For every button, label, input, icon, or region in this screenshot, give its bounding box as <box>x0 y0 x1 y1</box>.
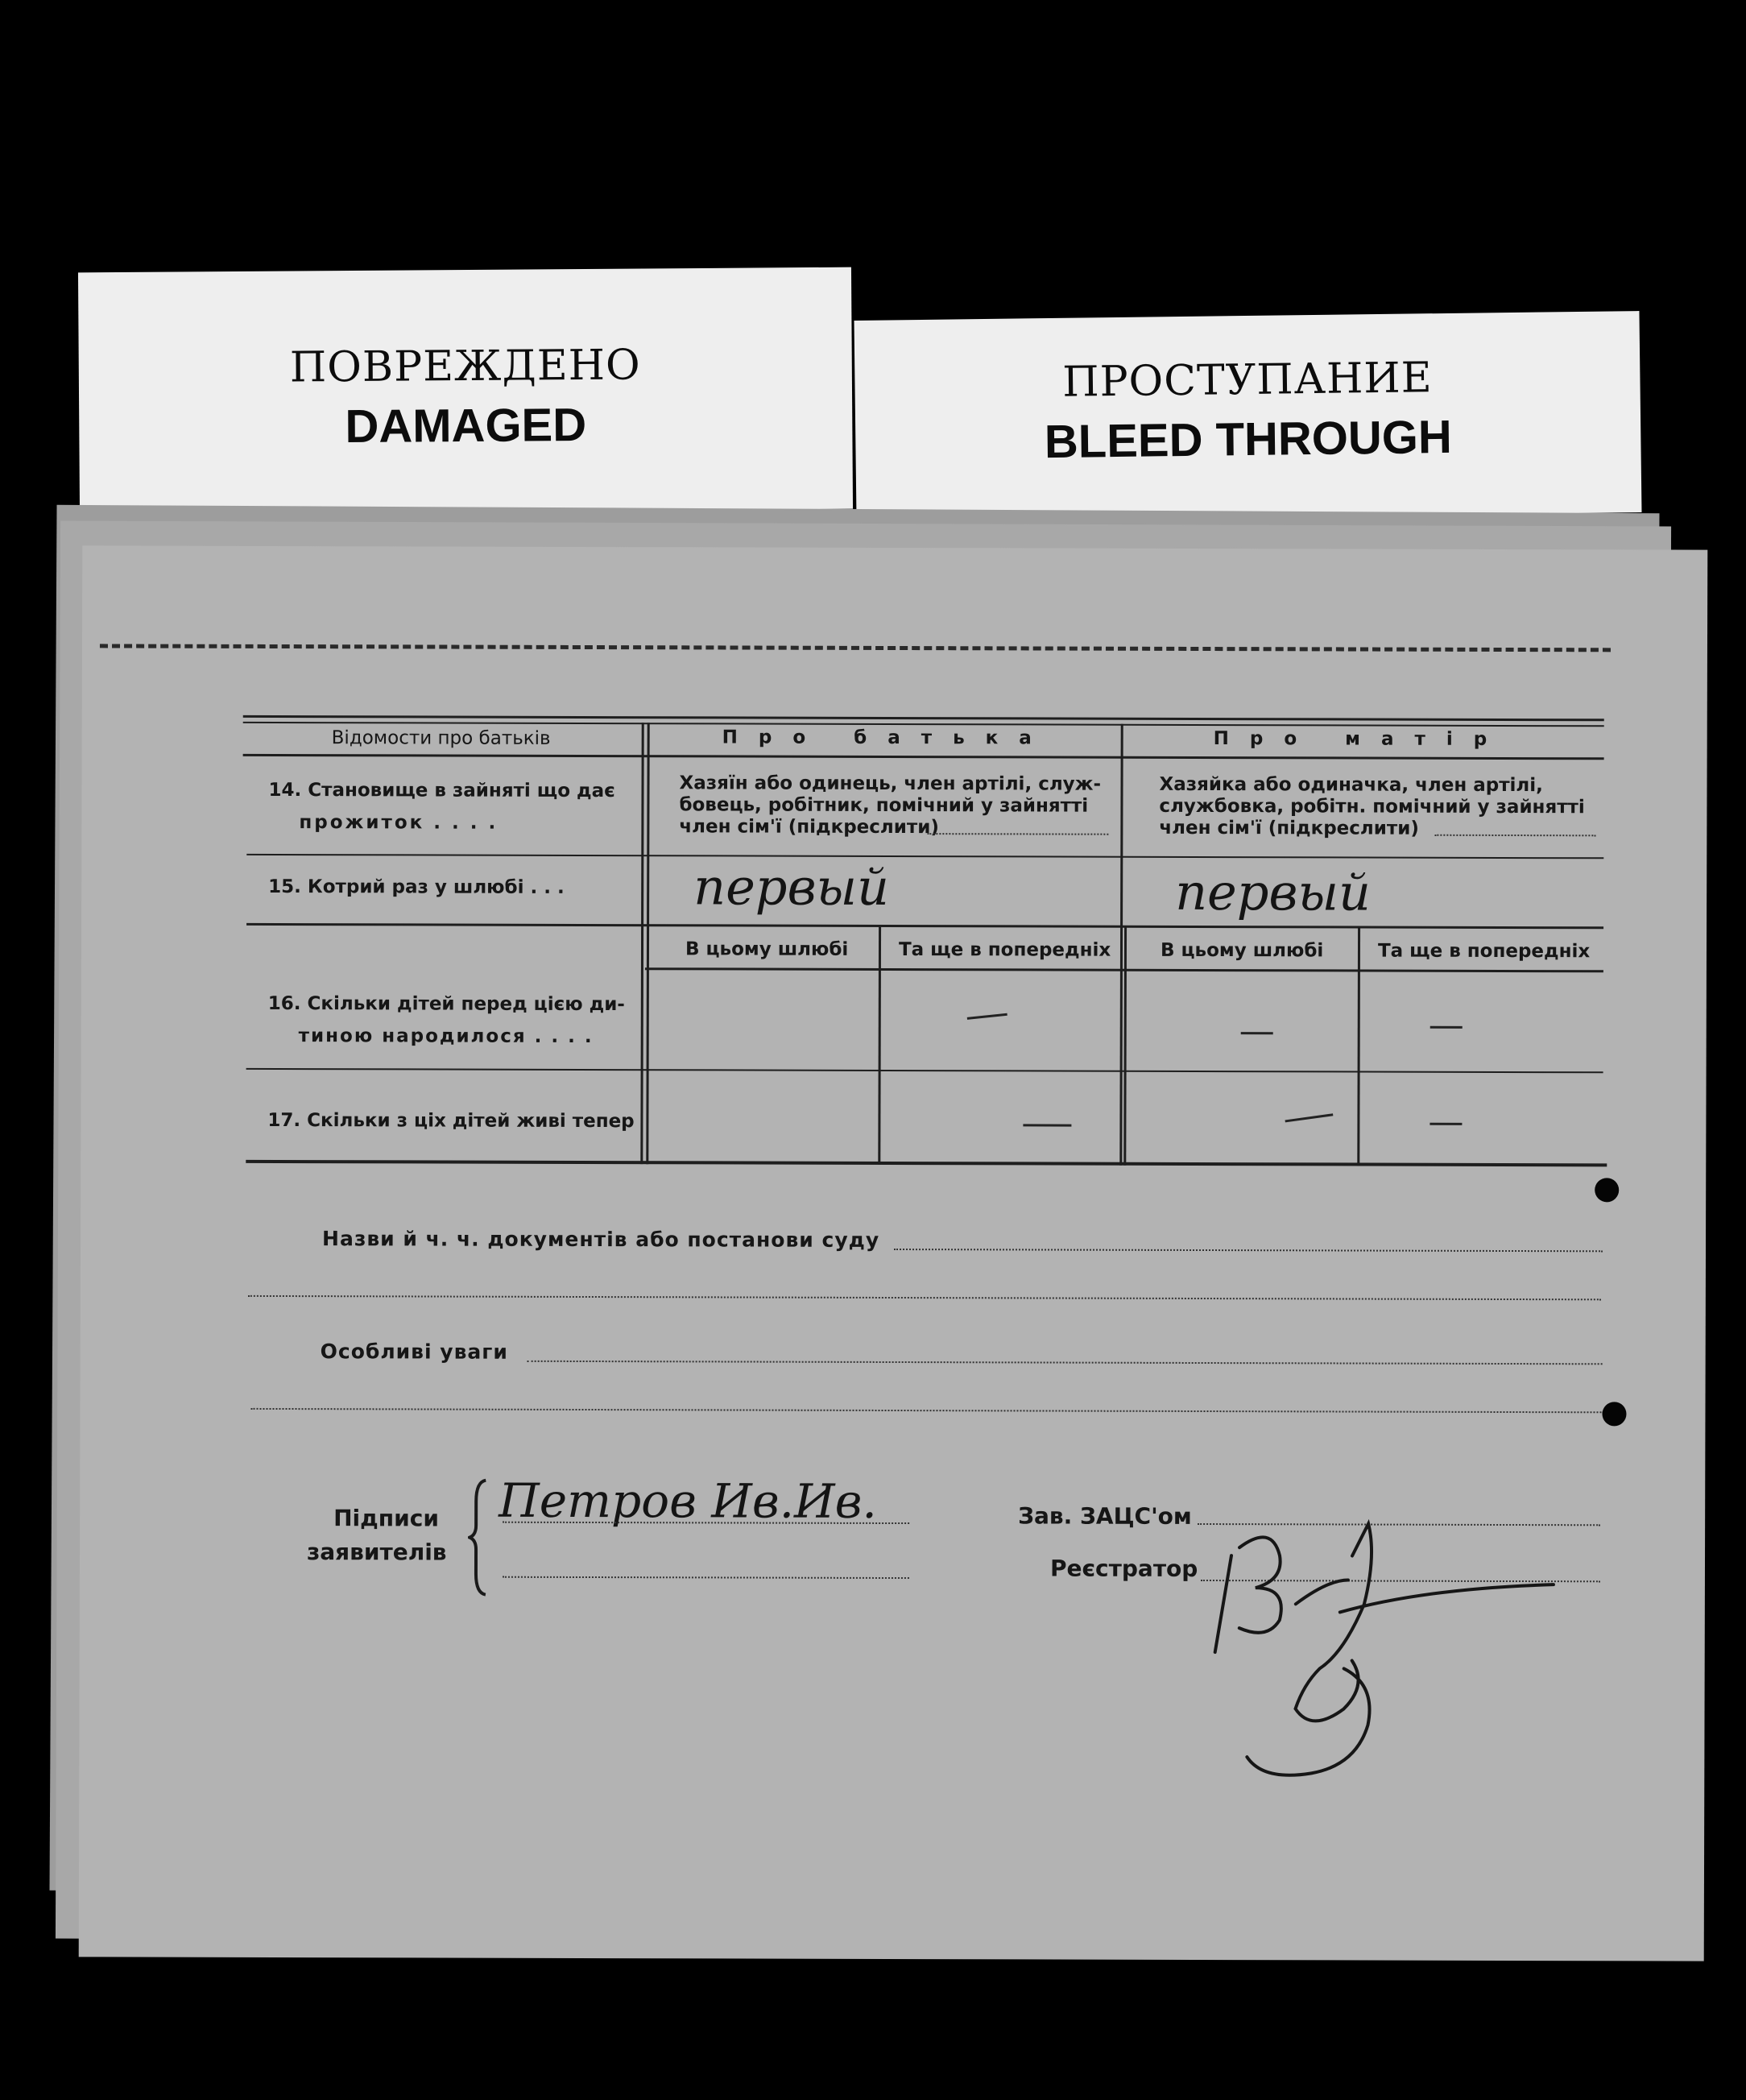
row17-mother-this-dash <box>1285 1113 1334 1122</box>
table-vrule <box>640 723 643 1164</box>
signatures-brace <box>468 1477 492 1598</box>
row16-mother-this-dash <box>1241 1032 1273 1034</box>
table-top-rule <box>243 715 1604 721</box>
row14-mother-line1: Хазяйка або одиначка, член артілі, <box>1159 773 1543 797</box>
row15-mother-handwritten: первый <box>1175 862 1372 922</box>
table-bottom-rule <box>246 1160 1607 1166</box>
row16-label-line1: 16. Скільки дітей перед цією ди- <box>267 992 625 1016</box>
signatures-label-line1: Підписи <box>333 1505 440 1532</box>
row14-label-line1: 14. Становище в зайняті що дає <box>268 779 615 802</box>
row14-bottom-rule <box>246 854 1603 859</box>
applicant-signature: Петров Ив.Ив. <box>499 1472 877 1529</box>
row14-mother-dotted <box>1434 835 1595 837</box>
table-vrule <box>646 723 649 1164</box>
header-father: Про батька <box>722 727 1053 749</box>
row14-mother-line2: службовка, робітн. помічний у зайнятті <box>1159 795 1585 818</box>
registry-head-label: Зав. ЗАЦС'ом <box>1018 1502 1192 1530</box>
punch-hole <box>1602 1402 1626 1426</box>
table-vrule <box>1123 927 1127 1166</box>
row14-father-dotted <box>927 833 1108 835</box>
row14-father-line1: Хазяїн або одинець, член артілі, служ- <box>679 772 1102 795</box>
row17-label: 17. Скільки з ціх дітей живі тепер <box>267 1109 635 1133</box>
signatures-label-line2: заявителів <box>306 1539 447 1566</box>
applicant-line-2 <box>503 1576 909 1579</box>
subheader-mother-previous: Та ще в попередніх <box>1377 940 1591 963</box>
documents-label: Назви й ч. ч. документів або постанови суду <box>322 1227 880 1252</box>
row16-bottom-rule <box>246 1068 1603 1073</box>
row14-mother-line3: член сім'ї (підкреслити) <box>1159 817 1419 839</box>
table-vrule <box>1357 928 1360 1166</box>
damaged-label-ru: ПОВРЕЖДЕНО <box>289 341 641 392</box>
table-vrule <box>1119 724 1123 1166</box>
subheader-mother-this-marriage: В цьому шлюбі <box>1160 939 1324 962</box>
bleed-through-label-en: BLEED THROUGH <box>1044 410 1453 469</box>
documents-dotted-line-2 <box>248 1295 1601 1300</box>
remarks-dotted-line <box>528 1361 1603 1365</box>
remarks-label: Особливі уваги <box>320 1340 508 1364</box>
registrar-label: Реєстратор <box>1049 1555 1198 1582</box>
row17-father-previous-dash <box>1023 1124 1071 1126</box>
header-bottom-rule <box>243 754 1604 760</box>
remarks-dotted-line-2 <box>250 1408 1603 1413</box>
perforation-line <box>100 644 1611 652</box>
row15-father-handwritten: первый <box>693 857 890 917</box>
damaged-label-card <box>78 267 853 515</box>
row15-bottom-rule <box>246 923 1603 929</box>
documents-dotted-line <box>894 1249 1603 1252</box>
bleed-through-label-card <box>854 311 1642 522</box>
row15-label: 15. Котрий раз у шлюбі . . . <box>268 876 565 898</box>
table-vrule <box>878 926 881 1165</box>
registrar-signature <box>1182 1467 1602 1790</box>
row14-label-line2: прожиток . . . . <box>299 812 499 834</box>
document-sheet <box>79 545 1708 1961</box>
row16-father-previous-dash <box>967 1013 1007 1020</box>
punch-hole <box>1595 1178 1619 1202</box>
row17-mother-previous-dash <box>1429 1123 1462 1125</box>
header-mother: Про матір <box>1213 728 1508 750</box>
bleed-through-label-ru: ПРОСТУПАНИЕ <box>1061 354 1434 407</box>
subheader-father-this-marriage: В цьому шлюбі <box>685 938 849 960</box>
header-parents-info: Відомости про батьків <box>331 727 551 749</box>
damaged-label-en: DAMAGED <box>345 398 587 454</box>
row16-label-line2: тиною народилося . . . . <box>298 1025 594 1048</box>
table-top-rule-inner <box>243 722 1604 727</box>
row14-father-line3: член сім'ї (підкреслити) <box>679 816 939 839</box>
row16-mother-previous-dash <box>1430 1026 1463 1029</box>
subheader-father-previous: Та ще в попередніх <box>898 939 1111 961</box>
row14-father-line2: бовець, робітник, помічний у зайнятті <box>679 794 1089 817</box>
